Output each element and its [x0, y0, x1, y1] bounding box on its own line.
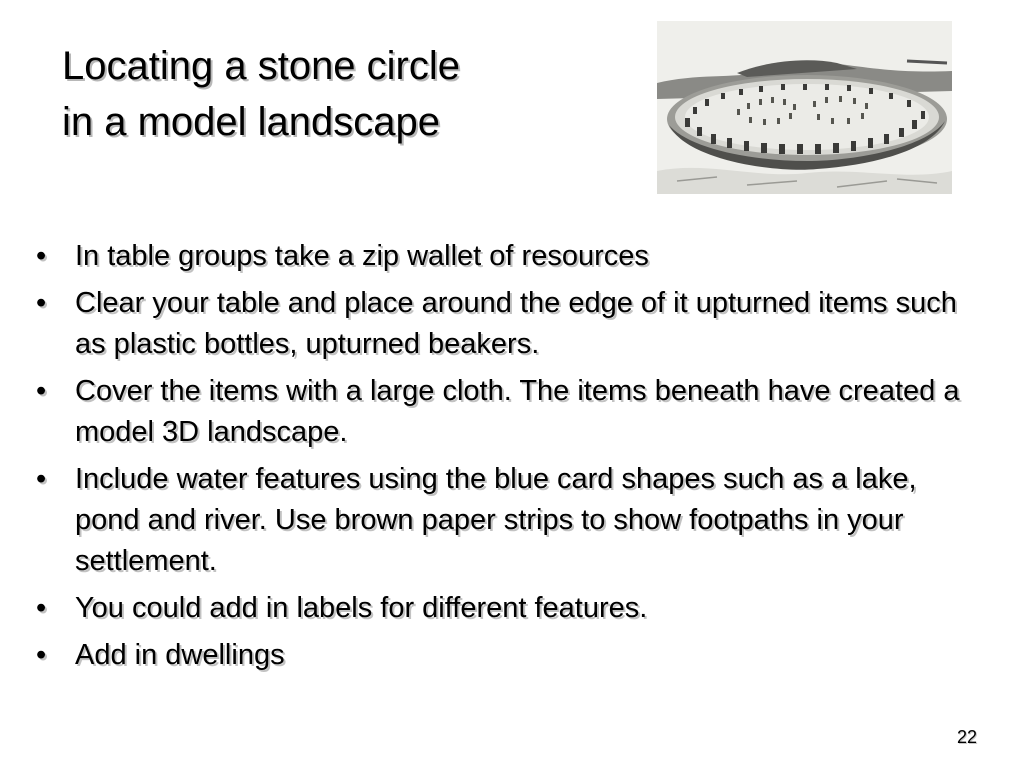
- bullet-item: [36, 588, 986, 629]
- bullet-marker: •: [36, 463, 47, 495]
- bullet-text: In table groups take a zip wallet of resources: [75, 240, 649, 272]
- slide-title: [62, 38, 622, 150]
- bullet-item: [36, 236, 986, 277]
- page-number: 22: [957, 727, 978, 747]
- bullet-text: You could add in labels for different features.: [75, 592, 648, 624]
- bullet-item: [36, 635, 986, 676]
- bullet-text: Cover the items with a large cloth. The items beneath have created a model 3D landscape.: [75, 375, 960, 448]
- bullet-item: [36, 371, 986, 453]
- bullet-marker: •: [36, 287, 47, 319]
- bullet-item: [36, 283, 986, 365]
- bullet-marker: •: [36, 375, 47, 407]
- stone-circle-sketch-image: [657, 21, 952, 194]
- bullet-marker: •: [36, 592, 47, 624]
- bullet-item: [36, 459, 986, 582]
- slide-title-line-2: in a model landscape: [62, 100, 441, 144]
- bullet-text: Clear your table and place around the edge of it upturned items such as plastic bottles, upturned beakers.: [75, 287, 957, 360]
- bullet-marker: •: [36, 240, 47, 272]
- bullet-list: [36, 236, 986, 682]
- slide-title-line-1: Locating a stone circle: [62, 44, 461, 88]
- bullet-text: Include water features using the blue card shapes such as a lake, pond and river. Use brown paper strips to show footpaths in your settlement.: [75, 463, 917, 577]
- bullet-text: Add in dwellings: [75, 639, 285, 671]
- bullet-marker: •: [36, 639, 47, 671]
